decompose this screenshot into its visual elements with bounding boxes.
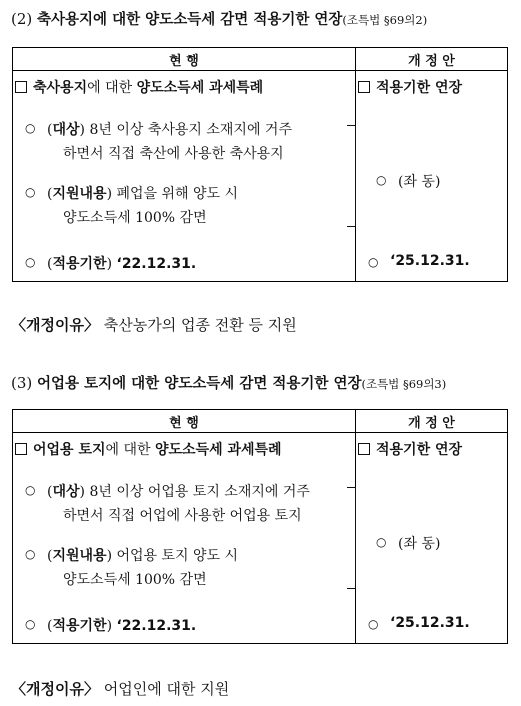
revised-deadline: ‘25.12.31. — [390, 615, 470, 631]
item-support-line1: (지원내용) 어업용 토지 양도 시 — [47, 548, 239, 564]
reason-label: 개정이유 — [26, 316, 84, 334]
section-number: (3) — [11, 374, 33, 392]
checkbox-square-icon — [358, 443, 370, 455]
current-cell — [13, 433, 355, 643]
col-current-header: 현 행 — [13, 410, 356, 433]
bullet-icon: ○ — [376, 535, 387, 549]
reason-3: 〈개정이유〉 어업인에 대한 지원 — [11, 680, 230, 698]
item-support-line2: 양도소득세 100% 감면 — [63, 572, 207, 588]
revised-cell — [356, 71, 507, 281]
bullet-icon: ○ — [368, 617, 379, 631]
section-number: (2) — [11, 10, 33, 28]
item-target-line1: (대상) 8년 이상 축사용지 소재지에 거주 — [47, 122, 292, 138]
item-target-line2: 하면서 직접 어업에 사용한 어업용 토지 — [63, 508, 302, 524]
bullet-icon: ○ — [25, 483, 36, 497]
revised-cell — [356, 433, 507, 643]
bullet-icon: ○ — [25, 255, 36, 269]
law-reference: (조특법 §69의2) — [342, 13, 428, 27]
current-heading: 축사용지에 대한 양도소득세 과세특례 — [15, 77, 263, 97]
bullet-icon: ○ — [376, 173, 387, 187]
revised-heading: 적용기한 연장 — [358, 77, 462, 97]
law-reference: (조특법 §69의3) — [361, 377, 447, 391]
checkbox-square-icon — [15, 443, 27, 455]
bullet-icon: ○ — [368, 255, 379, 269]
revised-deadline: ‘25.12.31. — [390, 253, 470, 269]
item-target-line2: 하면서 직접 축산에 사용한 축사용지 — [63, 146, 284, 162]
checkbox-square-icon — [15, 81, 27, 93]
item-support-line2: 양도소득세 100% 감면 — [63, 210, 207, 226]
bullet-icon: ○ — [25, 547, 36, 561]
reason-text: 축산농가의 업종 전환 등 지원 — [103, 316, 297, 334]
revised-heading: 적용기한 연장 — [358, 439, 462, 459]
section-2-heading — [11, 8, 427, 29]
section-3-heading — [11, 372, 446, 393]
item-deadline: (적용기한) ‘22.12.31. — [47, 256, 197, 272]
col-revised-header: 개 정 안 — [356, 410, 508, 433]
section-title: 어업용 토지에 대한 양도소득세 감면 적용기한 연장 — [37, 376, 362, 392]
reason-text: 어업인에 대한 지원 — [103, 680, 230, 698]
bullet-icon: ○ — [25, 617, 36, 631]
bracket — [347, 487, 356, 589]
col-revised-header: 개 정 안 — [356, 48, 508, 71]
section-title: 축사용지에 대한 양도소득세 감면 적용기한 연장 — [37, 12, 343, 28]
checkbox-square-icon — [358, 81, 370, 93]
bracket — [347, 125, 356, 227]
col-current-header: 현 행 — [13, 48, 356, 71]
item-target-line1: (대상) 8년 이상 어업용 토지 소재지에 거주 — [47, 484, 310, 500]
item-deadline: (적용기한) ‘22.12.31. — [47, 618, 197, 634]
reason-2: 〈개정이유〉 축산농가의 업종 전환 등 지원 — [11, 316, 297, 334]
bullet-icon: ○ — [25, 121, 36, 135]
item-support-line1: (지원내용) 폐업을 위해 양도 시 — [47, 186, 239, 202]
current-cell — [13, 71, 355, 281]
bullet-icon: ○ — [25, 185, 36, 199]
comparison-table-2 — [12, 47, 508, 282]
revised-same: (좌 동) — [398, 174, 441, 190]
revised-same: (좌 동) — [398, 536, 441, 552]
current-heading: 어업용 토지에 대한 양도소득세 과세특례 — [15, 439, 282, 459]
reason-label: 개정이유 — [26, 680, 84, 698]
comparison-table-3 — [12, 409, 508, 644]
